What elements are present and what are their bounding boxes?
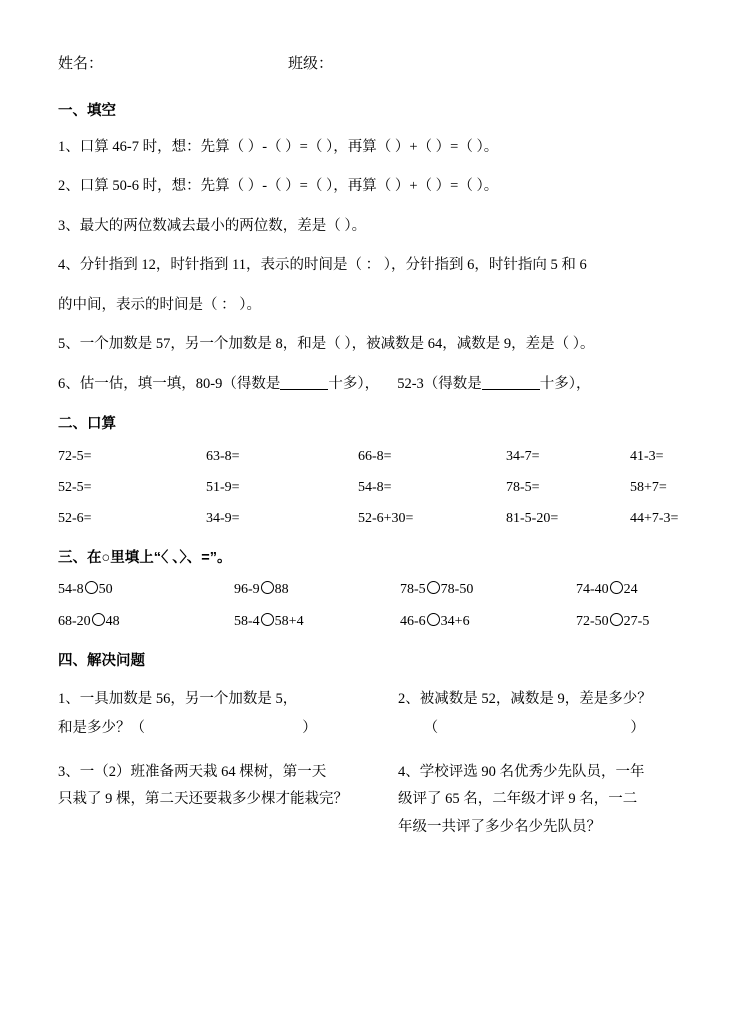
calc-item: 34-7= [506,449,540,465]
class-label: 班级： [288,56,334,72]
fill-item-3: 3、最大的两位数减去最小的两位数，差是（ ）。 [58,217,367,234]
spacer [58,737,679,759]
calc-item: 58+7= [630,480,667,496]
fill-item-1: 1、口算 46-7 时，想：先算（ ）-（ ）=（ ），再算（ ）+（ ）=（ ）。 [58,139,499,155]
fill-item-4-cont: 的中间，表示的时间是（ ： ）。 [58,296,261,313]
compare-left: 74-40 [576,582,609,598]
word-problem-1 [58,686,398,714]
calc-item: 52-5= [58,480,92,496]
circle-blank-icon [610,581,623,594]
calc-item: 41-3= [630,449,664,465]
fill-item-6-second: 52-3（得数是 [397,375,482,392]
compare-right: 27-5 [623,614,650,630]
circle-blank-icon [610,613,623,626]
compare-right: 24 [623,582,638,598]
problem-4-line-1: 4、学校评选 90 名优秀少先队员，一年 [398,763,645,780]
circle-blank-icon [261,613,274,626]
word-problem-answer-row-1 [58,716,679,737]
fill-item-2: 2、口算 50-6 时，想：先算（ ）-（ ）=（ ），再算（ ）+（ ）=（ ）。 [58,178,499,195]
problem-4-line-3: 年级一共评了多少名少先队员？ [398,818,601,835]
compare-item [234,613,400,630]
problem-2-line-1: 2、被减数是 52，减数是 9，差是多少？ [398,691,652,708]
compare-left: 58-4 [234,614,260,630]
calc-item: 34-9= [206,511,240,527]
section-title-fill-in: 一、填空 [58,103,116,119]
word-problem-2 [398,686,679,714]
compare-right: 58+4 [274,614,304,630]
compare-right: 48 [105,614,120,630]
circle-blank-icon [85,581,98,594]
compare-right: 34+6 [440,614,470,630]
circle-blank-icon [261,581,274,594]
problem-1-paren-close: ） [302,719,317,736]
compare-item [400,581,576,598]
compare-item [234,581,400,598]
circle-blank-icon [92,613,105,626]
problem-2-paren-close: ） [630,719,645,736]
problem-3-line-2: 只栽了 9 棵，第二天还要栽多少棵才能栽完？ [58,791,348,808]
problem-2-answer [398,716,679,737]
spacer [58,533,679,546]
fill-item-6 [58,373,679,395]
fill-item-6-prefix: 6、估一估，填一填，80-9（得数是 [58,375,281,392]
compare-left: 46-6 [400,614,426,630]
calc-item: 66-8= [358,449,392,465]
compare-right: 78-50 [440,582,474,598]
calc-item: 52-6= [58,511,92,527]
calc-item: 52-6+30= [358,511,414,527]
word-problem-row-1 [58,686,679,714]
calc-item: 54-8= [358,480,392,496]
calc-item: 78-5= [506,480,540,496]
name-label: 姓名： [58,56,104,72]
compare-grid [58,581,679,630]
spacer [58,636,679,649]
compare-left: 54-8 [58,582,84,598]
calc-item: 44+7-3= [630,511,679,527]
problem-2-line-2: （ [423,719,439,736]
problem-1-answer [58,716,398,737]
fill-item-6-mid: 十多）， [328,375,380,392]
problem-1-line-2: 和是多少？（ [58,719,145,736]
student-info-row [58,52,679,73]
compare-item [58,613,234,630]
fill-item-5: 5、一个加数是 57，另一个加数是 8，和是（ ），被减数是 64，减数是 9，差是（ ）。 [58,336,595,353]
compare-left: 68-20 [58,614,91,630]
section-title-compare: 三、在○里填上“〈 、〉、=”。 [58,550,232,567]
compare-item [576,581,679,598]
calc-item: 63-8= [206,449,240,465]
compare-right: 50 [98,582,113,598]
oral-calc-grid [58,449,679,527]
compare-left: 72-50 [576,614,609,630]
word-problem-row-2 [58,759,679,842]
calc-item: 81-5-20= [506,511,559,527]
compare-left: 78-5 [400,582,426,598]
problem-1-line-1: 1、一具加数是 56，另一个加数是 5， [58,691,298,708]
problem-3-line-1: 3、一（2）班准备两天栽 64 棵树，第一天 [58,763,327,780]
fill-item-6-suffix: 十多）， [539,375,591,392]
problem-4-line-2: 级评了 65 名，二年级才评 9 名，一二 [398,791,638,808]
compare-item [576,613,679,630]
compare-left: 96-9 [234,582,260,598]
calc-item: 51-9= [206,480,240,496]
word-problem-4 [398,759,679,842]
calc-item: 72-5= [58,449,92,465]
circle-blank-icon [427,613,440,626]
fill-item-6-blank-1 [280,375,328,390]
compare-item [58,581,234,598]
section-title-word-problems: 四、解决问题 [58,653,145,670]
word-problem-3 [58,759,398,842]
fill-item-6-blank-2 [482,375,540,390]
section-title-oral-calc: 二、口算 [58,416,116,433]
circle-blank-icon [427,581,440,594]
compare-item [400,613,576,630]
fill-item-4: 4、分针指到 12，时针指到 11，表示的时间是（ ： ），分针指到 6，时针指向 5 和 6 [58,257,587,274]
compare-right: 88 [274,582,289,598]
